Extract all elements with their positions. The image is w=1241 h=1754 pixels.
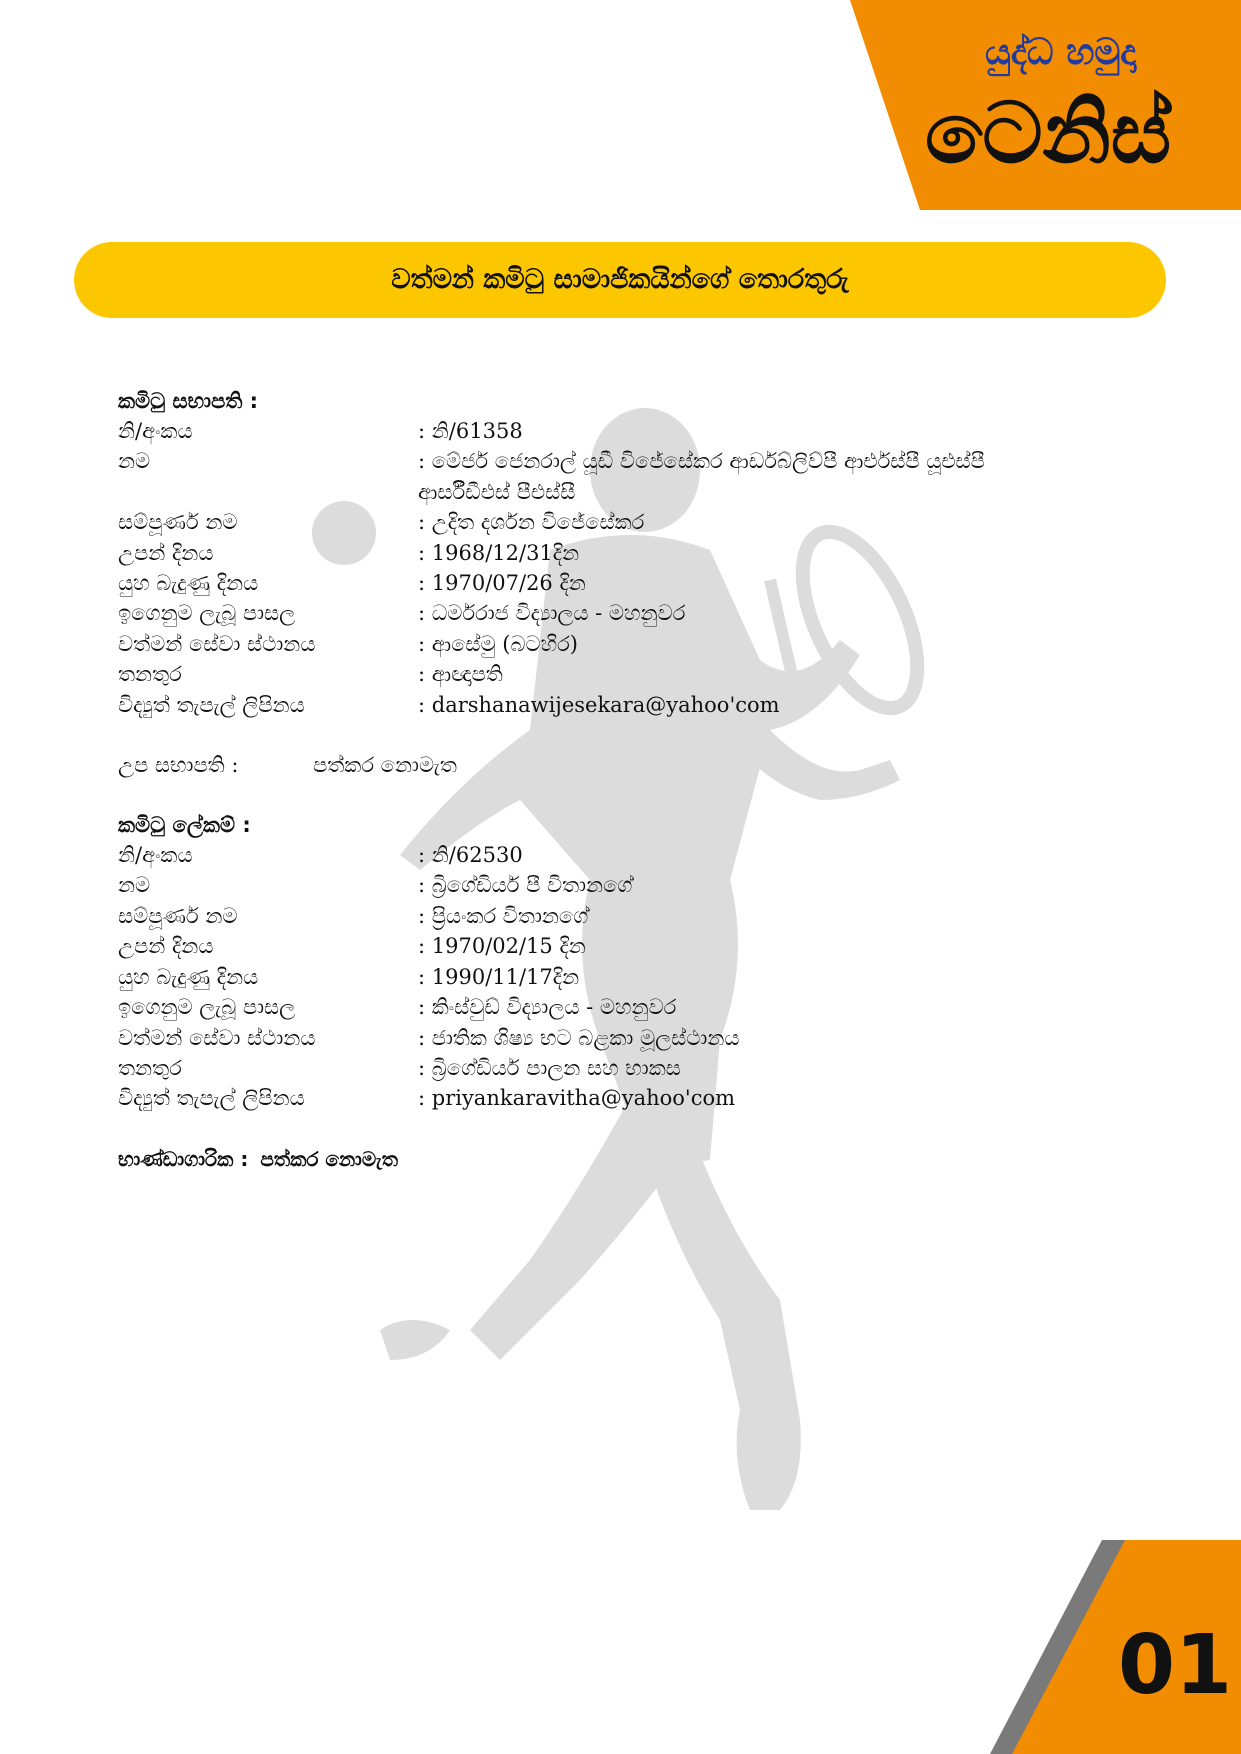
detail-value: : ධර්මරාජ විද්‍යාලය - මහනුවර [418, 601, 686, 626]
heading-bar [74, 242, 1166, 318]
detail-row [118, 931, 1158, 961]
detail-row [118, 446, 1158, 507]
detail-value: : බ්‍රිගේඩියර් පී විතානගේ [418, 873, 633, 898]
detail-label: නම [118, 449, 151, 474]
detail-row [118, 901, 1158, 931]
detail-value: : darshanawijesekara@yahoo'com [418, 692, 780, 717]
detail-label: යුහ බැදුණු දිනය [118, 571, 259, 596]
vice-chairman-value: පත්කර නොමැත [313, 753, 457, 778]
detail-value: : 1968/12/31දින [418, 540, 580, 565]
detail-label: නම [118, 873, 151, 898]
detail-value: : ප්‍රියංකර විතානගේ [418, 903, 589, 928]
detail-row [118, 1053, 1158, 1083]
chairman-details [118, 416, 1158, 720]
detail-value: : ආසේමු (බටහිර) [418, 631, 578, 656]
secretary-details [118, 840, 1158, 1114]
detail-value: : නි/61358 [418, 419, 523, 443]
detail-label: විද්‍යුත් තැපැල් ලිපිනය [118, 1086, 305, 1111]
committee-content [118, 386, 1158, 1174]
treasurer-label: භාණ්ඩාගාරික : [118, 1146, 249, 1171]
detail-value: : කිංස්වුඩ් විද්‍යාලය - මහනුවර [418, 995, 677, 1020]
detail-label: සම්පූර්ණ නම [118, 510, 238, 535]
detail-row [118, 629, 1158, 659]
detail-value: : උදිත දර්ශන විජේසේකර [418, 510, 645, 535]
detail-row [118, 416, 1158, 446]
detail-label: ඉගෙනුම ලැබූ පාසල [118, 601, 296, 626]
detail-label: තනතුර [118, 1055, 182, 1080]
detail-row [118, 962, 1158, 992]
detail-label: යුහ බැදුණු දිනය [118, 964, 259, 989]
treasurer-line [118, 1144, 1158, 1174]
badge-title: ටෙනිස් [925, 84, 1172, 182]
detail-value: : 1970/02/15 දින [418, 934, 586, 959]
detail-value: : මේජර් ජෙනරාල් යූඩී විජේසේකර ආර්ඩබ්ලිව්පී ආර්එස්පී යූඑස්පී ආර්සීඩීඑස් පීඑස්සී [418, 449, 985, 504]
detail-label: නි/අංකය [118, 419, 193, 443]
secretary-title: කමිටු ලේකම් : [118, 813, 251, 838]
detail-value: : ජාතික ශිෂ්‍ය භට බළකා මූලස්ථානය [418, 1025, 740, 1050]
detail-row [118, 568, 1158, 598]
detail-row [118, 992, 1158, 1022]
detail-value: : priyankaravitha@yahoo'com [418, 1086, 736, 1111]
detail-label: ඉගෙනුම ලැබූ පාසල [118, 995, 296, 1020]
detail-label: තනතුර [118, 662, 182, 687]
detail-row [118, 538, 1158, 568]
detail-label: උපන් දිනය [118, 934, 214, 959]
page-heading: වත්මන් කමිටු සාමාජිකයින්ගේ තොරතුරු [391, 264, 849, 295]
detail-row [118, 870, 1158, 900]
chairman-title: කමිටු සභාපති : [118, 389, 259, 413]
page-number: 01 [1118, 1618, 1233, 1713]
detail-label: වත්මන් සේවා ස්ථානය [118, 1025, 316, 1050]
detail-value: : නි/62530 [418, 843, 523, 868]
detail-row [118, 690, 1158, 720]
vice-chairman-line [118, 750, 1158, 780]
detail-value: : 1990/11/17දින [418, 964, 580, 989]
detail-label: සම්පූර්ණ නම [118, 903, 238, 928]
detail-row [118, 598, 1158, 628]
detail-row [118, 1083, 1158, 1113]
detail-label: වත්මන් සේවා ස්ථානය [118, 631, 316, 656]
detail-row [118, 659, 1158, 689]
detail-label: විද්‍යුත් තැපැල් ලිපිනය [118, 692, 305, 717]
detail-row [118, 507, 1158, 537]
detail-value: : 1970/07/26 දින [418, 571, 586, 596]
detail-value: : ආඥාපති [418, 662, 503, 687]
detail-row [118, 1023, 1158, 1053]
detail-value: : බ්‍රිගේඩියර් පාලන සහ භාකස [418, 1055, 681, 1080]
detail-row [118, 840, 1158, 870]
detail-label: නි/අංකය [118, 843, 193, 868]
badge-subtitle: යුද්ධ හමුදා [985, 32, 1137, 73]
vice-chairman-label: උප සභාපති : [118, 753, 239, 778]
treasurer-value: පත්කර නොමැත [260, 1146, 399, 1171]
detail-label: උපන් දිනය [118, 540, 214, 565]
